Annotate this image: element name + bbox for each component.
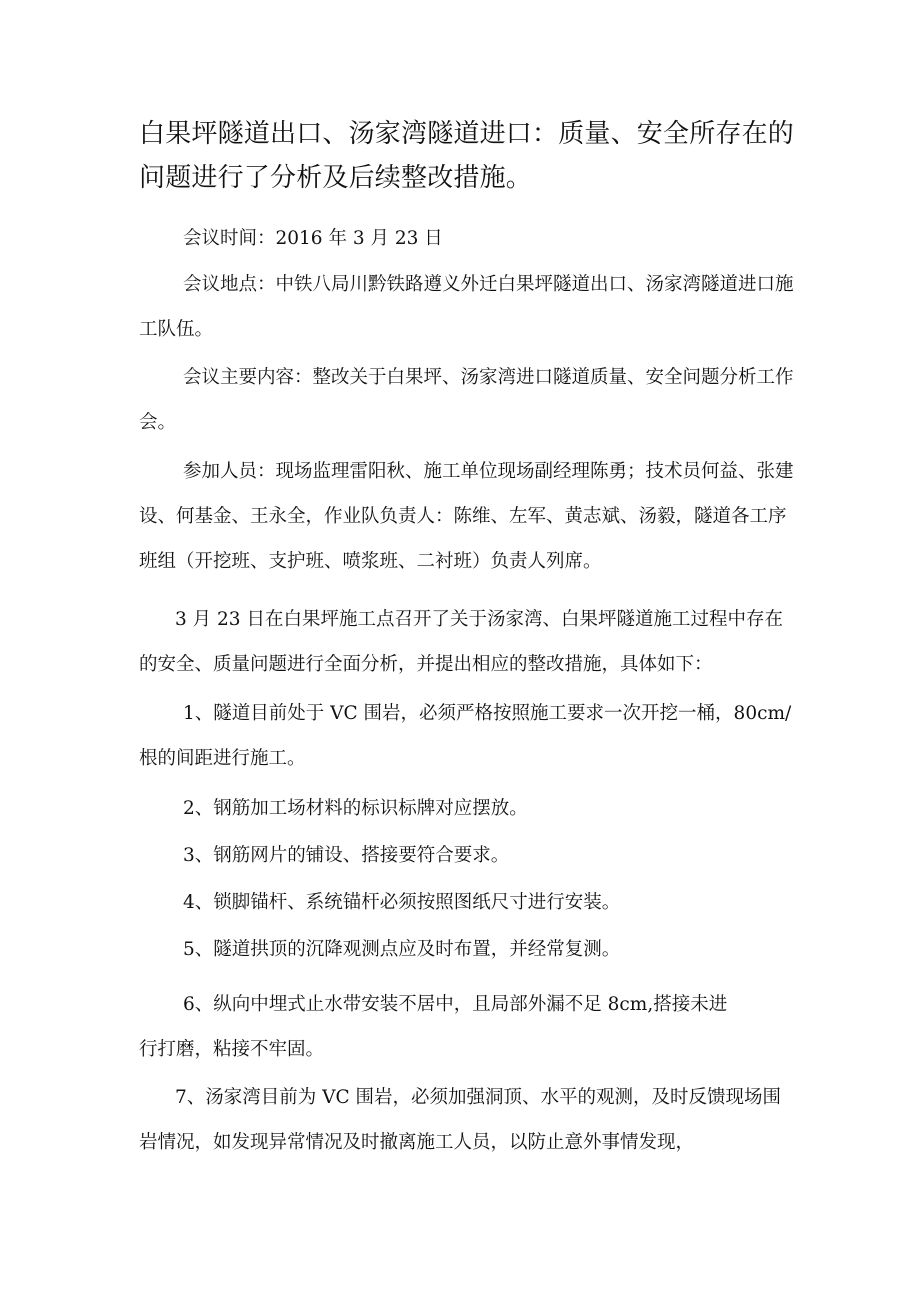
list-item: 3、钢筋网片的铺设、搭接要符合要求。: [183, 845, 510, 866]
meeting-summary: 3 月 23 日在白果坪施工点召开了关于汤家湾、白果坪隧道施工过程中存在的安全、质量问题进行全面分析，并提出相应的整改措施，具体如下：: [139, 609, 783, 675]
list-item: 1、隧道目前处于 VC 围岩，必须严格按照施工要求一次开挖一桶，80cm/根的间距进行施工。: [139, 703, 792, 769]
list-item: 6、纵向中埋式止水带安装不居中，且局部外漏不足 8cm,搭接未进行打磨，粘接不牢固。: [139, 994, 728, 1060]
meeting-time: 会议时间：2016 年 3 月 23 日: [183, 228, 443, 249]
document-title: 白果坪隧道出口、汤家湾隧道进口：质量、安全所存在的问题进行了分析及后续整改措施。: [139, 119, 795, 193]
meeting-content: 会议主要内容：整改关于白果坪、汤家湾进口隧道质量、安全问题分析工作会。: [139, 367, 794, 433]
attendees: 参加人员：现场监理雷阳秋、施工单位现场副经理陈勇；技术员何益、张建设、何基金、王永全，作业队负责人：陈维、左军、黄志斌、汤毅，隧道各工序班组（开挖班、支护班、喷浆班、二衬班）负责人列席。: [139, 461, 794, 572]
list-item: 5、隧道拱顶的沉降观测点应及时布置，并经常复测。: [183, 939, 621, 960]
meeting-location: 会议地点：中铁八局川黔铁路遵义外迁白果坪隧道出口、汤家湾隧道进口施工队伍。: [139, 274, 794, 340]
list-item: 7、汤家湾目前为 VC 围岩，必须加强洞顶、水平的观测，及时反馈现场围岩情况，如发现异常情况及时撤离施工人员，以防止意外事情发现，: [139, 1087, 782, 1153]
list-item: 2、钢筋加工场材料的标识标牌对应摆放。: [183, 798, 528, 819]
list-item: 4、锁脚锚杆、系统锚杆必须按照图纸尺寸进行安装。: [183, 892, 621, 913]
